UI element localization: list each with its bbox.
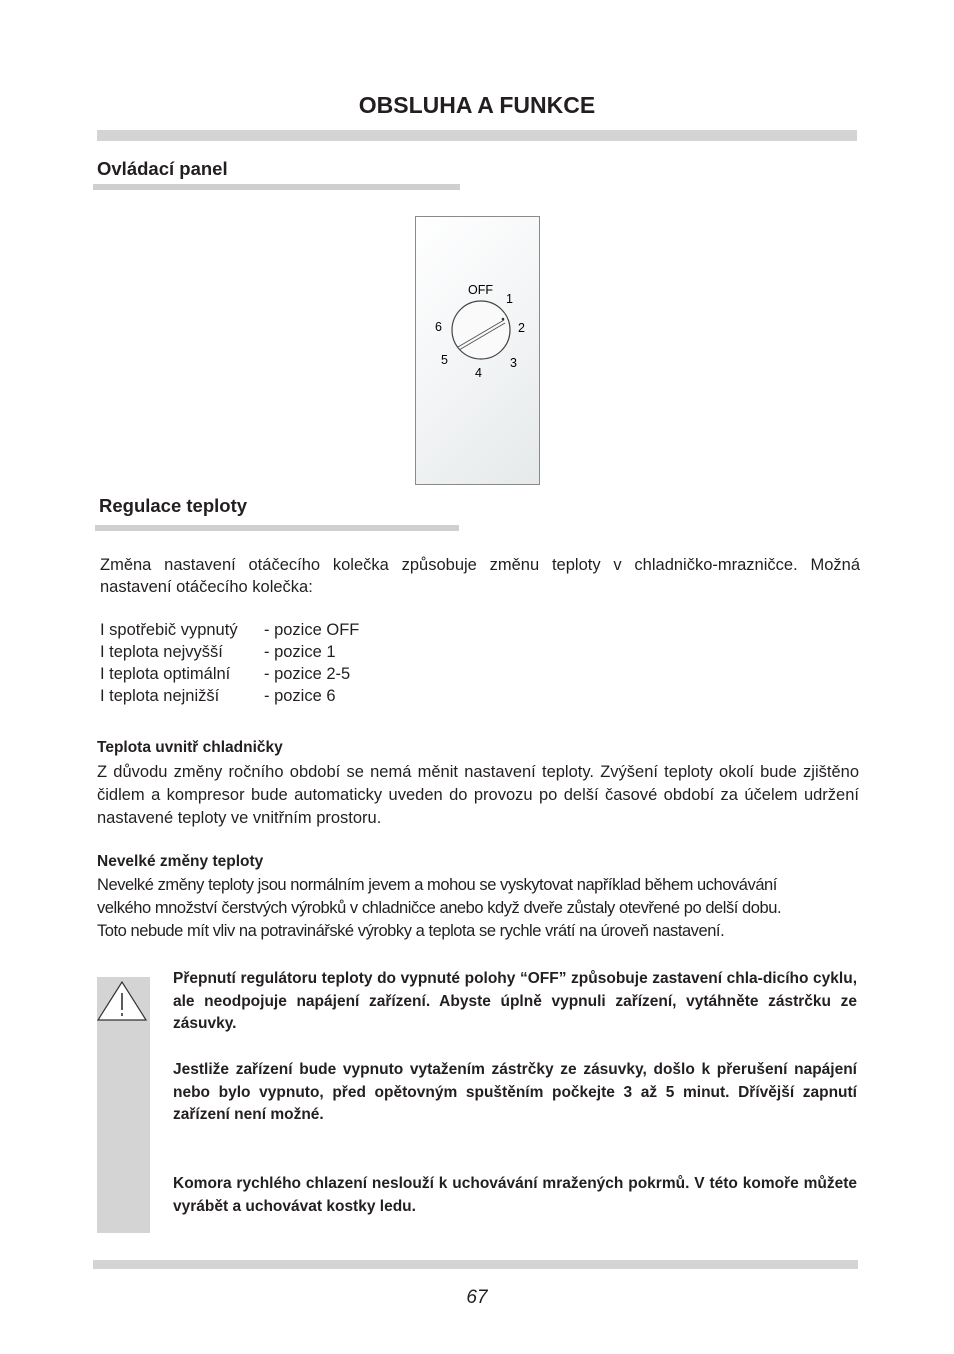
settings-list bbox=[100, 619, 359, 707]
dial-marker-dot bbox=[502, 318, 505, 321]
settings-label: I teplota nejnižší bbox=[100, 687, 220, 705]
dial-label-4: 4 bbox=[475, 366, 482, 380]
settings-row bbox=[100, 619, 359, 641]
settings-value: - pozice OFF bbox=[264, 621, 360, 639]
regulation-heading: Regulace teploty bbox=[99, 495, 248, 516]
settings-label: I spotřebič vypnutý bbox=[100, 621, 238, 639]
small-changes-line: Nevelké změny teploty jsou normálním jevem a mohou se vyskytovat například během uchovávání bbox=[97, 876, 777, 894]
regulation-intro: Změna nastavení otáčecího kolečka způsobuje změnu teploty v chladničko-mrazničce. Možná nastavení otáčecího kolečka: bbox=[100, 556, 860, 596]
dial-label-5: 5 bbox=[441, 353, 448, 367]
inside-temp-heading: Teplota uvnitř chladničky bbox=[97, 739, 283, 756]
control-panel-heading: Ovládací panel bbox=[97, 158, 228, 179]
page-number: 67 bbox=[466, 1287, 488, 1308]
warning-sidebar bbox=[97, 977, 150, 1233]
settings-value: - pozice 6 bbox=[264, 687, 336, 705]
thermostat-dial bbox=[416, 217, 541, 486]
footer-divider bbox=[93, 1260, 858, 1269]
dial-knob bbox=[452, 301, 510, 359]
page-title: OBSLUHA A FUNKCE bbox=[358, 92, 596, 118]
dial-label-1: 1 bbox=[506, 292, 513, 306]
warning-triangle-icon bbox=[97, 977, 150, 1027]
dial-label-6: 6 bbox=[435, 320, 442, 334]
regulation-rule bbox=[95, 525, 459, 531]
title-divider bbox=[97, 130, 857, 141]
control-panel-illustration bbox=[415, 216, 540, 485]
small-changes-text bbox=[97, 874, 867, 943]
settings-row bbox=[100, 641, 359, 663]
small-changes-heading: Nevelké změny teploty bbox=[97, 853, 264, 870]
settings-value: - pozice 1 bbox=[264, 643, 336, 661]
dial-label-2: 2 bbox=[518, 321, 525, 335]
warning-restart-delay: Jestliže zařízení bude vypnuto vytažením zástrčky ze zásuvky, došlo k přerušení napájení nebo bylo vypnuto, před opětovným spuštěním počkejte 3 až 5 minut. Dřívější zapnutí zařízení není možné. bbox=[173, 1061, 857, 1123]
small-changes-line: Toto nebude mít vliv na potravinářské výrobky a teplota se rychle vrátí na úroveň nastavení. bbox=[97, 922, 725, 940]
settings-row bbox=[100, 685, 359, 707]
inside-temp-text: Z důvodu změny ročního období se nemá měnit nastavení teploty. Zvýšení teploty okolí bude zjištěno čidlem a kompresor bude automaticky uveden do provozu po delší časové období za účelem udržení nastavené teploty ve vnitřním prostoru. bbox=[97, 763, 859, 827]
warning-off-switch: Přepnutí regulátoru teploty do vypnuté polohy “OFF” způsobuje zastavení chla-dicího cyklu, ale neodpojuje napájení zařízení. Abyste úplně vypnuli zařízení, vytáhněte zástrčku ze zásuvky. bbox=[173, 970, 857, 1032]
settings-value: - pozice 2-5 bbox=[264, 665, 351, 683]
settings-row bbox=[100, 663, 359, 685]
warning-quick-chill: Komora rychlého chlazení neslouží k uchovávání mražených pokrmů. V této komoře můžete vyrábět a uchovávat kostky ledu. bbox=[173, 1175, 857, 1215]
settings-label: I teplota optimální bbox=[100, 665, 231, 683]
small-changes-line: velkého množství čerstvých výrobků v chladničce anebo když dveře zůstaly otevřené po delší dobu. bbox=[97, 899, 782, 917]
settings-label: I teplota nejvyšší bbox=[100, 643, 223, 661]
dial-label-3: 3 bbox=[510, 356, 517, 370]
dial-label-off: OFF bbox=[468, 283, 493, 297]
control-panel-rule bbox=[93, 184, 460, 190]
